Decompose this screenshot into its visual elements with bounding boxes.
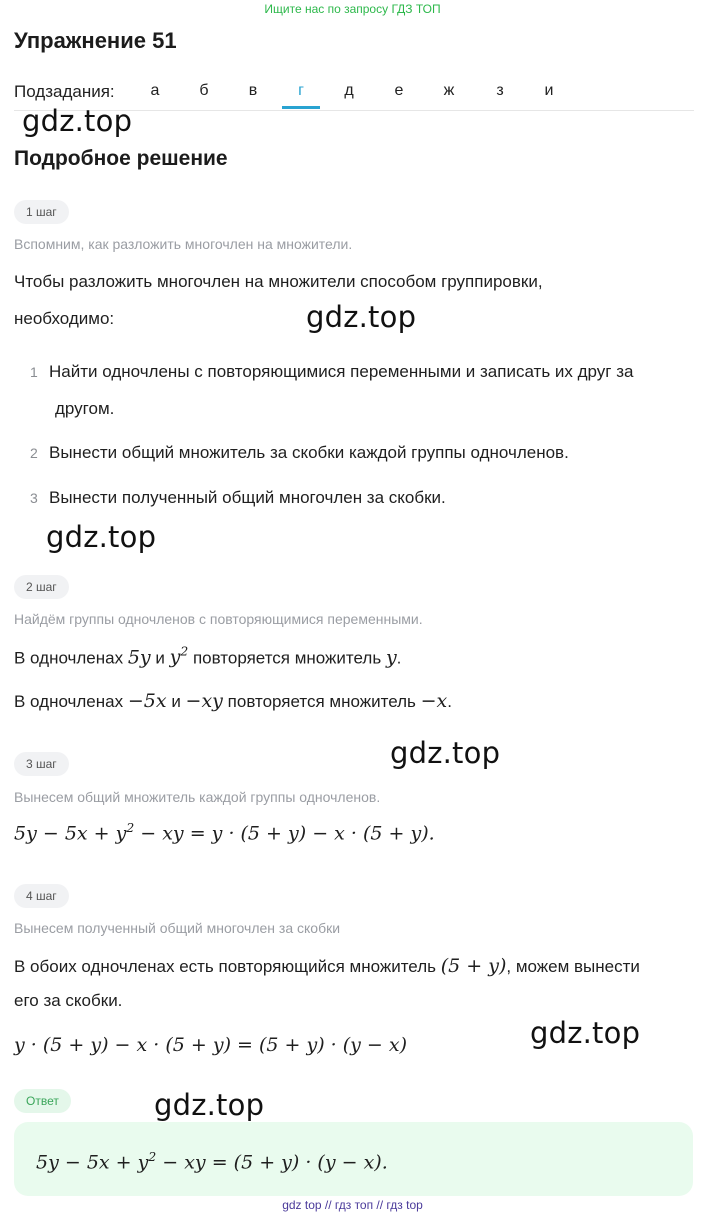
step-3-hint: Вынесем общий множитель каждой группы одночленов.: [14, 789, 381, 805]
step-4-label: 4 шаг: [14, 884, 69, 908]
tab-d[interactable]: д: [344, 82, 354, 99]
step-4-formula: y · (5 + y) − x · (5 + y) = (5 + y) · (y − x): [14, 1034, 408, 1056]
step-2-line2: В одночленах −5x и −xy повторяется множитель −x.: [14, 690, 452, 712]
list-item-number: 3: [30, 490, 38, 506]
tab-g[interactable]: г: [298, 82, 304, 99]
watermark: gdz.top: [306, 300, 417, 334]
page-title: Упражнение 51: [14, 28, 177, 53]
step-2-line1: В одночленах 5y и $y^2$ повторяется множитель y.: [14, 645, 402, 669]
tab-b[interactable]: б: [199, 82, 209, 99]
list-item-continued: другом.: [55, 399, 115, 418]
tab-v[interactable]: в: [248, 82, 258, 99]
section-title: Подробное решение: [14, 147, 228, 170]
active-tab-indicator: [282, 106, 320, 109]
step-4-text-line2: его за скобки.: [14, 991, 123, 1010]
tab-i[interactable]: и: [544, 82, 554, 99]
watermark: gdz.top: [154, 1088, 265, 1122]
answer-formula: $5y - 5x + y^2$ − xy = (5 + y) · (y − x).: [36, 1150, 388, 1174]
list-item: Найти одночлены с повторяющимися переменными и записать их друг за: [49, 362, 634, 381]
list-item-number: 2: [30, 445, 38, 461]
step-1-label: 1 шаг: [14, 200, 69, 224]
step-1-hint: Вспомним, как разложить многочлен на множители.: [14, 236, 353, 252]
footer-links[interactable]: gdz top // гдз топ // гдз top: [282, 1198, 423, 1212]
step-3-label: 3 шаг: [14, 752, 69, 776]
step-1-text-line2: необходимо:: [14, 309, 115, 328]
watermark: gdz.top: [390, 736, 501, 770]
tab-e[interactable]: е: [394, 82, 404, 99]
list-item: Вынести полученный общий многочлен за скобки.: [49, 488, 446, 507]
tab-zh[interactable]: ж: [443, 82, 455, 99]
answer-label: Ответ: [14, 1089, 71, 1113]
step-2-hint: Найдём группы одночленов с повторяющимися переменными.: [14, 611, 423, 627]
step-4-text: В обоих одночленах есть повторяющийся множитель (5 + y), можем вынести: [14, 955, 640, 977]
tab-z[interactable]: з: [496, 82, 504, 99]
watermark: gdz.top: [46, 520, 157, 554]
tab-a[interactable]: а: [150, 82, 160, 99]
top-banner[interactable]: Ищите нас по запросу ГДЗ ТОП: [264, 2, 441, 16]
step-3-formula: $5y - 5x + y^2$ − xy = y · (5 + y) − x · (5 + y).: [14, 821, 435, 845]
list-item: Вынести общий множитель за скобки каждой группы одночленов.: [49, 443, 569, 462]
list-item-number: 1: [30, 364, 38, 380]
step-2-label: 2 шаг: [14, 575, 69, 599]
step-4-hint: Вынесем полученный общий многочлен за скобки: [14, 920, 341, 936]
watermark: gdz.top: [22, 104, 133, 138]
subtasks-label: Подзадания:: [14, 82, 115, 101]
watermark: gdz.top: [530, 1016, 641, 1050]
step-1-text-line1: Чтобы разложить многочлен на множители способом группировки,: [14, 272, 543, 291]
